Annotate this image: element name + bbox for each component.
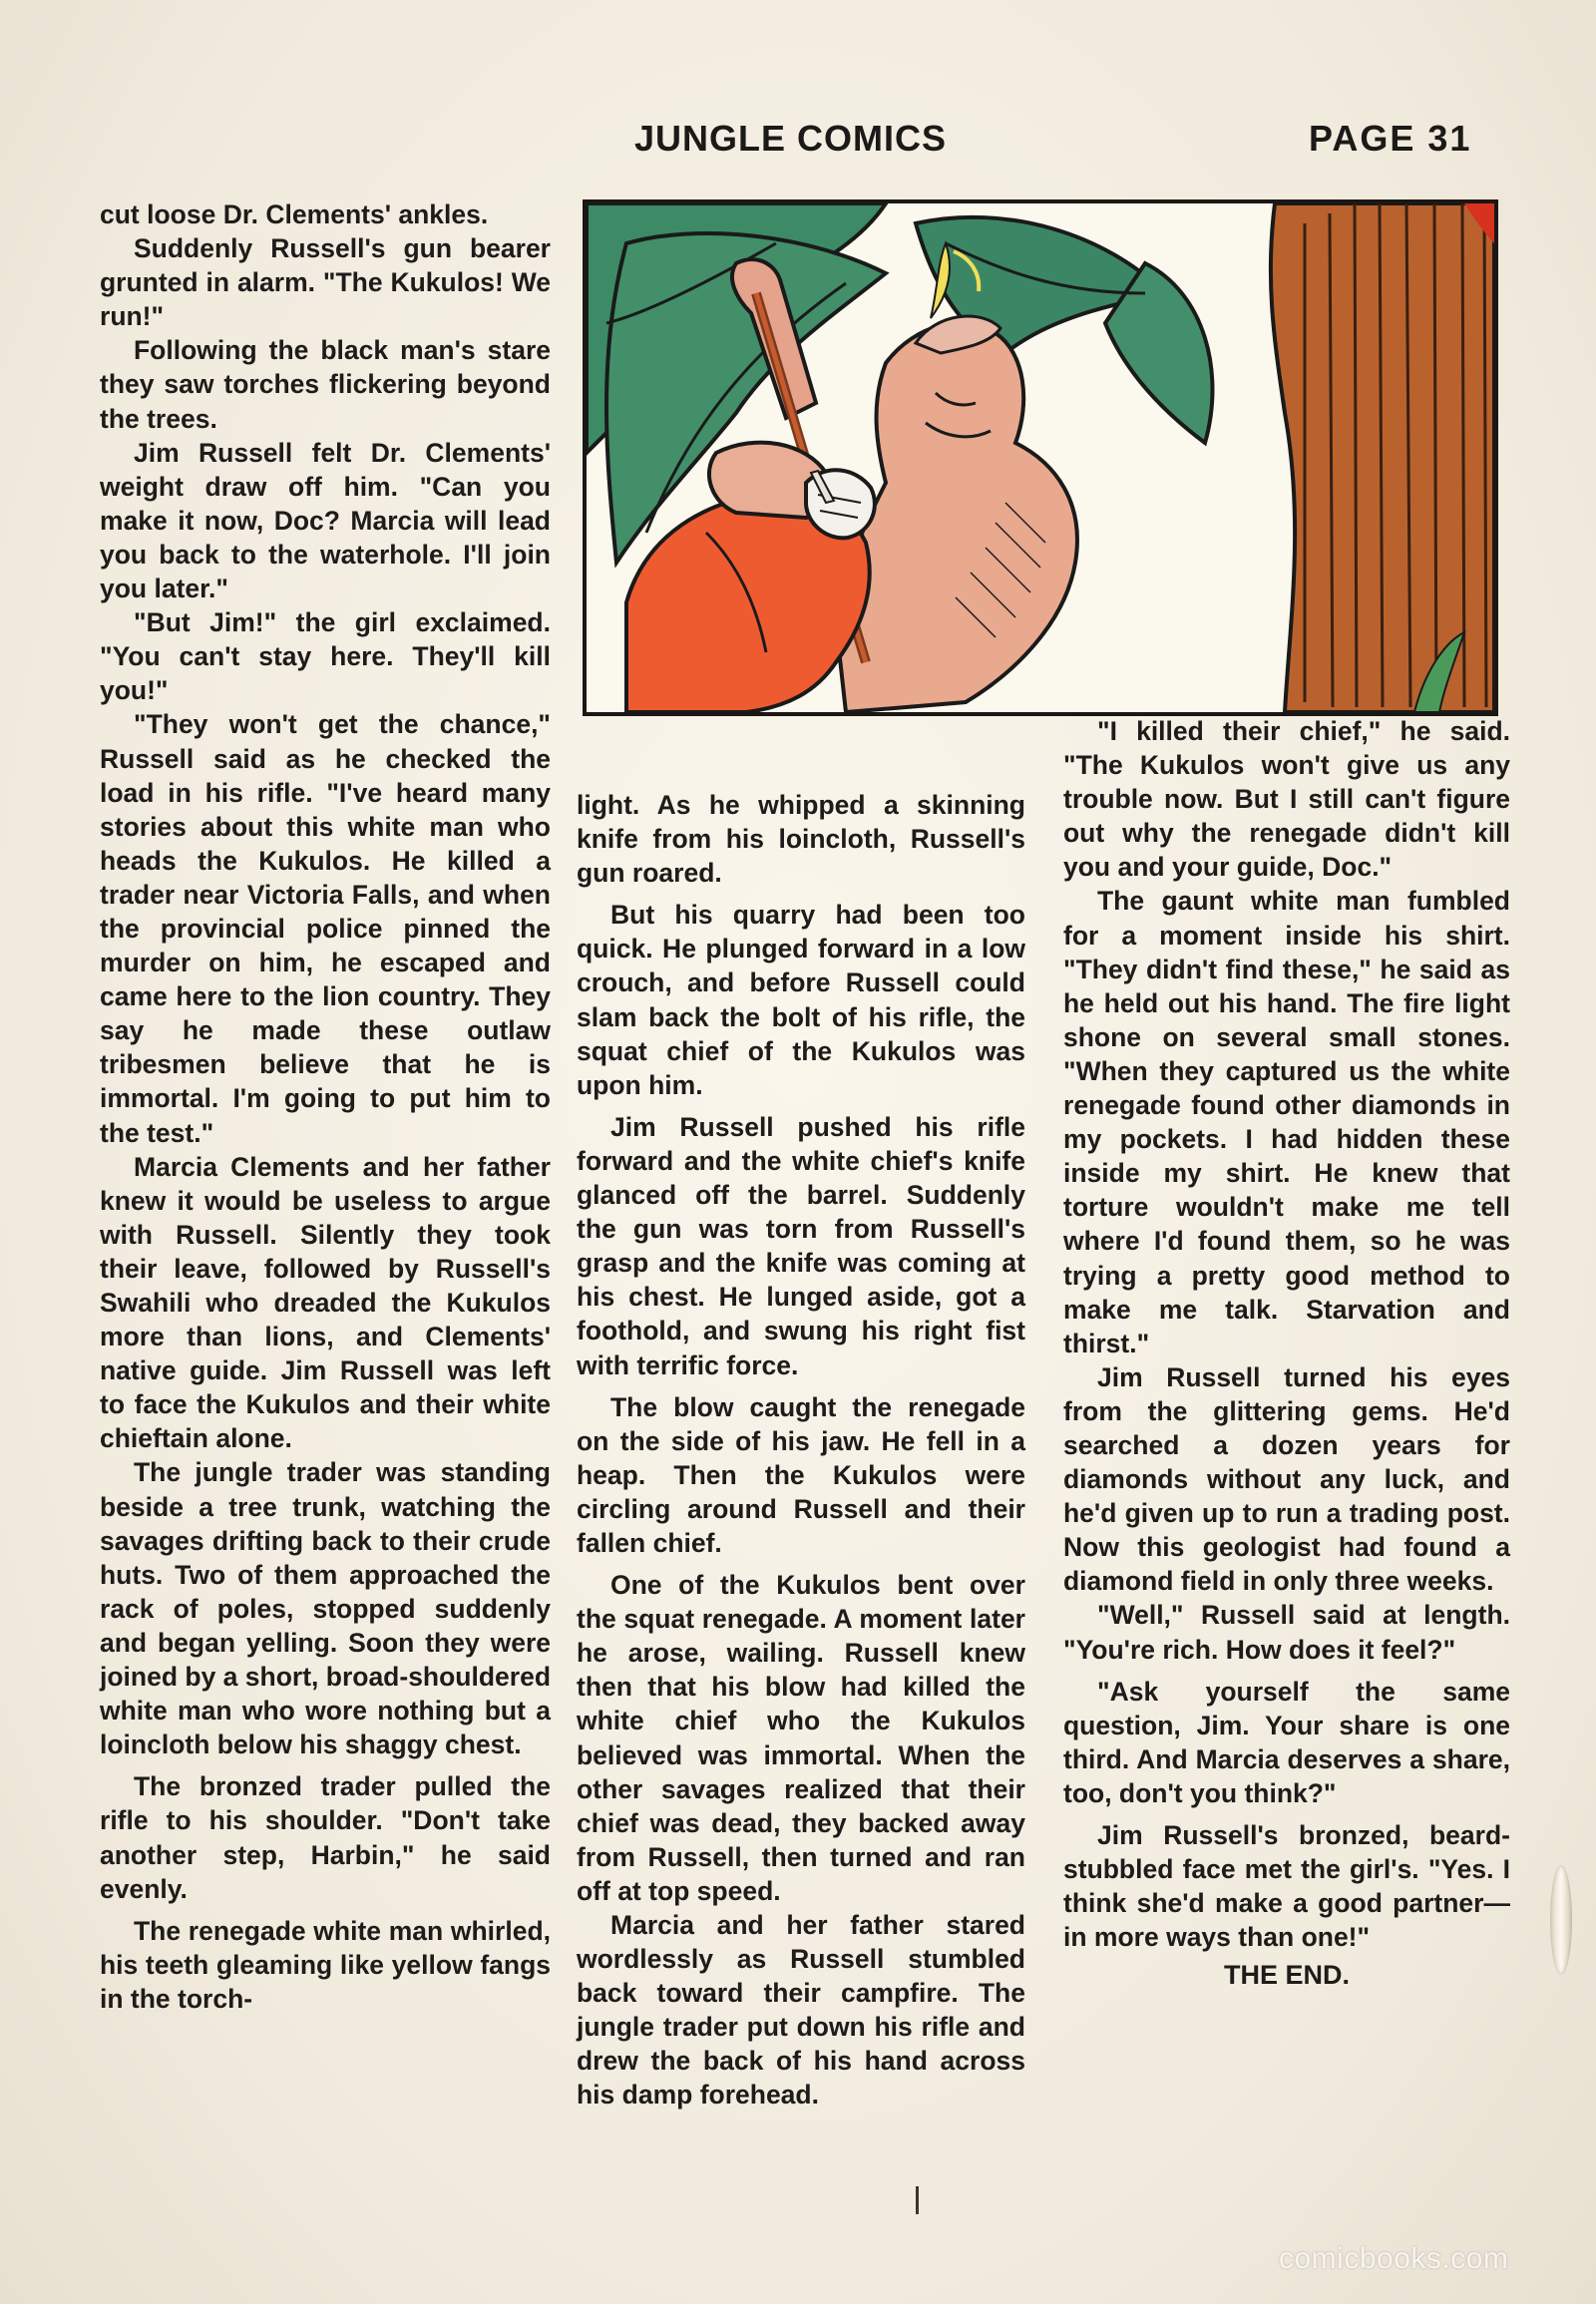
- paragraph: Jim Russell felt Dr. Clements' weight draw off him. "Can you make it now, Doc? Marcia will lead you back to the waterhole. I'll join you later.": [100, 437, 551, 604]
- paragraph: Jim Russell turned his eyes from the glittering gems. He'd searched a dozen years for diamonds without any luck, and he'd given up to run a trading post. Now this geologist had found a diamond field in only three weeks.: [1063, 1361, 1510, 1597]
- paragraph: cut loose Dr. Clements' ankles.: [100, 199, 489, 229]
- page-number: PAGE 31: [1309, 118, 1472, 159]
- binding-hole: [1550, 1865, 1572, 1975]
- paragraph: The renegade white man whirled, his teeth gleaming like yellow fangs in the torch-: [100, 1915, 551, 2014]
- paragraph: "Ask yourself the same question, Jim. Your share is one third. And Marcia deserves a share, too, don't you think?": [1063, 1676, 1510, 1808]
- fight-illustration: [587, 203, 1494, 712]
- paragraph: Following the black man's stare they saw torches flickering beyond the trees.: [100, 335, 551, 434]
- paragraph: "They won't get the chance," Russell said as he checked the load in his rifle. "I've heard many stories about this white man who heads the Kukulos. He killed a trader near Victoria Falls, and when the provincial police pinned the murder on him, he escaped and came here to the lion country. They say he made these outlaw tribesmen believe that he is immortal. I'm going to put him to the test.": [100, 709, 551, 1148]
- paragraph: The blow caught the renegade on the side of his jaw. He fell in a heap. Then the Kukulos were circling around Russell and their fallen chief.: [577, 1391, 1025, 1558]
- paragraph: The bronzed trader pulled the rifle to his shoulder. "Don't take another step, Harbin," he said evenly.: [100, 1771, 551, 1904]
- paragraph: One of the Kukulos bent over the squat renegade. A moment later he arose, wailing. Russell knew then that his blow had killed the white chief who the Kukulos believed was immortal. When the other savages realized that their chief was dead, they backed away from Russell, then turned and ran off at top speed.: [577, 1570, 1025, 1906]
- print-mark: [916, 2186, 919, 2214]
- page-header: [0, 118, 1596, 168]
- paragraph: The jungle trader was standing beside a tree trunk, watching the savages drifting back to their crude huts. Two of them approached the rack of poles, stopped suddenly and began yelling. Soon they were joined by a short, broad-shouldered white man who wore nothing but a loincloth below his shaggy chest.: [100, 1457, 552, 1760]
- paragraph: "But Jim!" the girl exclaimed. "You can't stay here. They'll kill you!": [100, 607, 551, 706]
- magazine-title: JUNGLE COMICS: [634, 118, 948, 159]
- text-column-2: [577, 788, 1025, 2112]
- paragraph: Suddenly Russell's gun bearer grunted in alarm. "The Kukulos! We run!": [100, 233, 551, 332]
- paragraph: Jim Russell pushed his rifle forward and the white chief's knife glanced off the barrel. Suddenly the gun was torn from Russell's grasp and the knife was coming at his chest. He lunged aside, got a foothold, and swung his right fist with terrific force.: [577, 1111, 1025, 1380]
- watermark: comicbooks.com: [1279, 2242, 1509, 2275]
- paragraph: light. As he whipped a skinning knife from his loincloth, Russell's gun roared.: [577, 790, 1025, 889]
- illustration-panel: [583, 199, 1498, 716]
- paragraph: "I killed their chief," he said. "The Kukulos won't give us any trouble now. But I still can't figure out why the renegade didn't kill you and your guide, Doc.": [1063, 716, 1510, 883]
- paragraph: Marcia and her father stared wordlessly as Russell stumbled back toward their campfire. The jungle trader put down his rifle and drew the back of his hand across his damp forehead.: [577, 1910, 1025, 2111]
- paragraph: Marcia Clements and her father knew it would be useless to argue with Russell. Silently they took their leave, followed by Russell's Swahili who dreaded the Kukulos more than lions, and Clements' native guide. Jim Russell was left to face the Kukulos and their white chieftain alone.: [100, 1151, 551, 1454]
- paragraph: "Well," Russell said at length. "You're rich. How does it feel?": [1063, 1600, 1510, 1665]
- text-column-3: [1063, 714, 1510, 1992]
- the-end-label: THE END.: [1223, 1960, 1350, 1991]
- paragraph: But his quarry had been too quick. He plunged forward in a low crouch, and before Russell could slam back the bolt of his rifle, the squat chief of the Kukulos was upon him.: [577, 900, 1025, 1100]
- paragraph: Jim Russell's bronzed, beard-stubbled face met the girl's. "Yes. I think she'd make a good partner—in more ways than one!": [1063, 1820, 1510, 1953]
- text-column-1: [100, 197, 551, 2016]
- paragraph: The gaunt white man fumbled for a moment inside his shirt. "They didn't find these," he said as he held out his hand. The fire light shone on several small stones. "When they captured us the white renegade found other diamonds in my pockets. I had hidden these inside my shirt. He knew that torture wouldn't make me tell where I'd found them, so he was trying a pretty good method to make me talk. Starvation and thirst.": [1063, 886, 1510, 1358]
